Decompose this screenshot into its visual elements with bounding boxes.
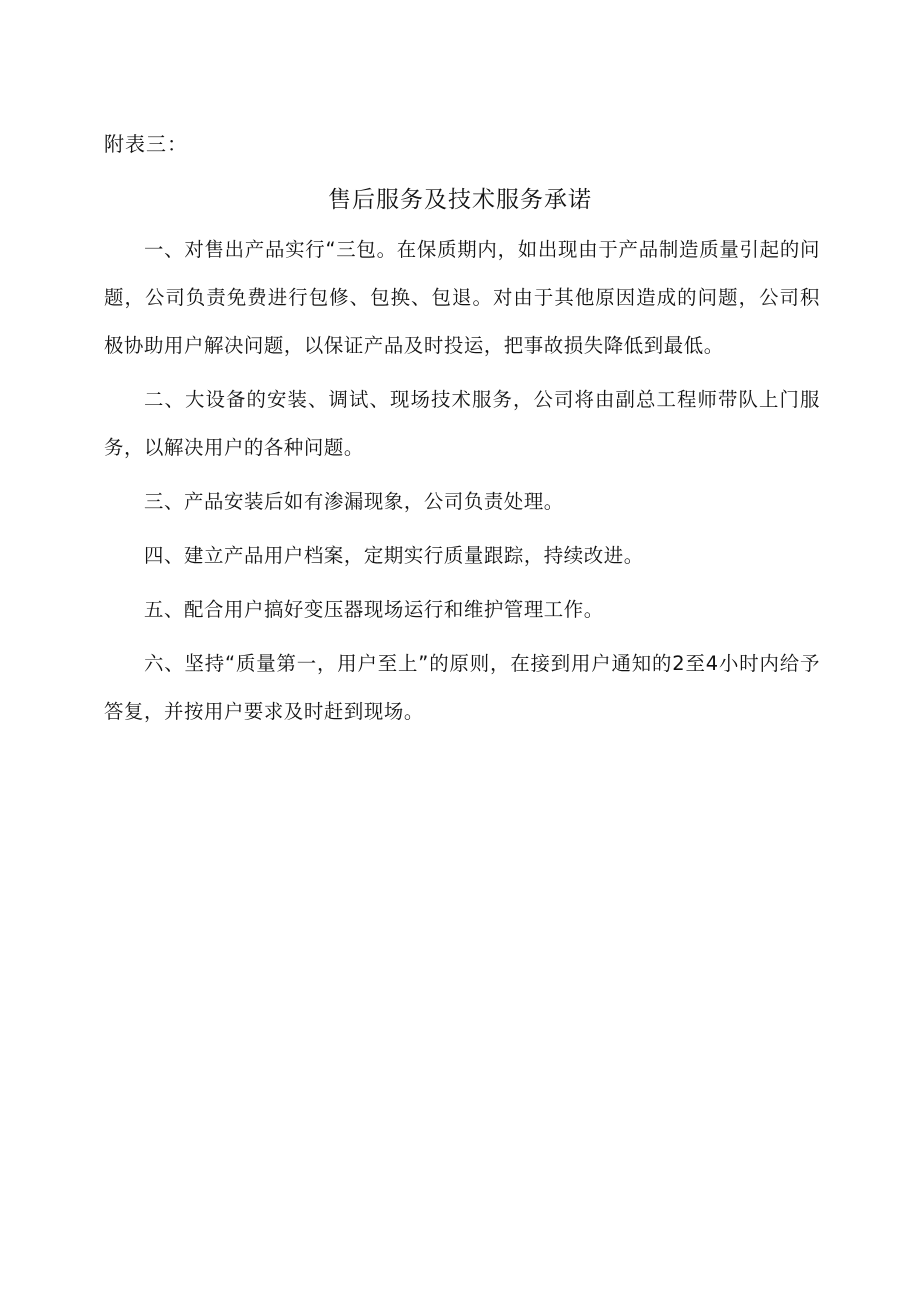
document-body [104,226,820,742]
commitment-paragraph-2: 二、大设备的安装、调试、现场技术服务，公司将由副总工程师带队上门服务，以解决用户的各种问题。 [104,388,820,459]
commitment-paragraph-3: 三、产品安装后如有渗漏现象，公司负责处理。 [144,490,564,513]
commitment-paragraph-6: 六、坚持“质量第一，用户至上”的原则，在接到用户通知的2至4小时内给予答复，并按用户要求及时赶到现场。 [104,652,820,723]
document-title: 售后服务及技术服务承诺 [328,187,592,213]
attachment-label: 附表三： [104,132,188,156]
commitment-paragraph-4: 四、建立产品用户档案，定期实行质量跟踪，持续改进。 [144,544,644,567]
commitment-paragraph-5: 五、配合用户搞好变压器现场运行和维护管理工作。 [144,598,604,621]
commitment-paragraph-1: 一、对售出产品实行“三包。在保质期内，如出现由于产品制造质量引起的问题，公司负责免费进行包修、包换、包退。对由于其他原因造成的问题，公司积极协助用户解决问题，以保证产品及时投运，把事故损失降低到最低。 [104,238,820,357]
